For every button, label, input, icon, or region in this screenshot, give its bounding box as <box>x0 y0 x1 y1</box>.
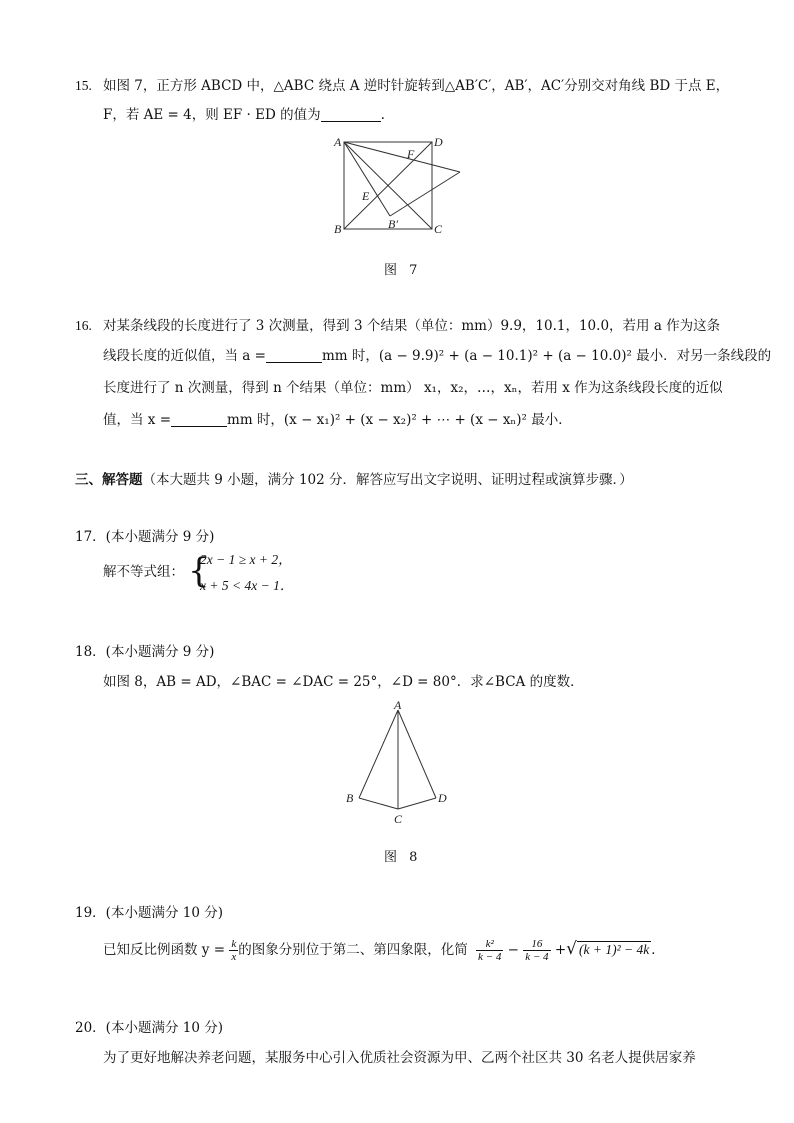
q19-text-a: 已知反比例函数 y = <box>103 942 226 958</box>
label-b-prime: B′ <box>388 217 398 231</box>
section-3-title: 三、解答题 <box>75 472 143 488</box>
fig8-label-c: C <box>394 812 403 826</box>
q15-number: 15. <box>75 78 92 93</box>
q17-label: 解不等式组： <box>103 564 184 580</box>
fig8-label-d: D <box>438 791 447 805</box>
q16-blank-a <box>266 348 322 363</box>
q19-minus: − <box>507 942 519 958</box>
q19-f2-denominator: k − 4 <box>525 951 549 963</box>
q19-frac-numerator: k <box>231 938 237 950</box>
label-a: A <box>334 135 342 149</box>
segment-b-prime-c-prime <box>390 172 460 216</box>
q17-header: 17．(本小题满分 9 分) <box>75 529 215 545</box>
q19-text <box>103 934 665 965</box>
q17-inequality-1: 2x − 1 ≥ x + 2， <box>200 552 292 567</box>
section-3-description: （本大题共 9 小题，满分 102 分．解答应写出文字说明、证明过程或演算步骤．） <box>142 472 633 488</box>
label-c: C <box>434 222 443 236</box>
q16-blank-x <box>171 412 227 427</box>
q16-line-4-text: 值，当 x = <box>103 412 172 428</box>
q19-f2-numerator: 16 <box>523 938 550 951</box>
q16-line-1: 对某条线段的长度进行了 3 次测量，得到 3 个结果（单位：mm）9.9，10.1，10.0，若用 a 作为这条 <box>103 318 721 334</box>
q15-line-2-end: . <box>380 107 385 123</box>
section-3-heading <box>75 470 633 490</box>
label-d: D <box>434 135 443 149</box>
q15-line-1: 如图 7，正方形 ABCD 中，△ABC 绕点 A 逆时针旋转到△AB′C′，AB′，AC′分别交对角线 BD 于点 E， <box>103 78 730 94</box>
label-f: F <box>407 147 415 161</box>
segment-ab <box>359 710 398 798</box>
q15-line-2-text: F，若 AE = 4，则 EF · ED 的值为 <box>103 107 321 123</box>
fig8-label-a: A <box>394 698 402 712</box>
q16-line-4 <box>103 410 572 430</box>
segment-bc <box>359 798 398 809</box>
label-b: B <box>334 222 342 236</box>
q19-sqrt-body: (k + 1)² − 4k <box>579 942 650 957</box>
figure-8-caption: 图 8 <box>384 850 422 865</box>
segment-ab-prime <box>344 142 390 216</box>
q19-f1-denominator: k − 4 <box>478 951 502 963</box>
segment-cd <box>398 798 436 809</box>
q20-text: 为了更好地解决养老问题，某服务中心引入优质社会资源为甲、乙两个社区共 30 名老人提供居家养 <box>103 1050 696 1066</box>
q19-fraction-1 <box>476 938 503 963</box>
q17-inequality-2: x + 5 < 4x − 1． <box>200 578 294 593</box>
segment-ad <box>398 710 436 798</box>
q19-header: 19．(本小题满分 10 分) <box>75 905 223 921</box>
q16-line-2-rest: mm 时，(a − 9.9)² + (a − 10.1)² + (a − 10.0)² 最小．对另一条线段的 <box>321 348 772 364</box>
figure-7 <box>328 132 468 238</box>
q19-text-b: 的图象分别位于第二、第四象限，化简 <box>238 942 468 958</box>
q19-fraction-2 <box>523 938 550 963</box>
sqrt-icon: √ <box>566 939 577 959</box>
q16-line-2 <box>103 346 771 366</box>
figure-7-caption: 图 7 <box>384 263 422 278</box>
q19-fraction-k-x <box>229 938 238 963</box>
q15-answer-blank <box>321 107 381 122</box>
q19-f1-numerator: k² <box>476 938 503 951</box>
q16-line-3: 长度进行了 n 次测量，得到 n 个结果（单位：mm） x₁，x₂，…，xₙ，若用 x 作为这条线段长度的近似 <box>103 380 723 396</box>
q19-frac-denominator: x <box>231 951 237 963</box>
q16-number: 16. <box>75 318 92 333</box>
q18-text: 如图 8，AB = AD，∠BAC = ∠DAC = 25°，∠D = 80°．求∠BCA 的度数． <box>103 674 584 690</box>
q16-line-4-rest: mm 时，(x − x₁)² + (x − x₂)² + ⋯ + (x − xₙ)² 最小． <box>227 412 572 428</box>
fig8-label-b: B <box>346 791 354 805</box>
figure-8 <box>340 698 460 828</box>
q19-end: ． <box>651 942 665 958</box>
label-e: E <box>362 189 370 203</box>
q18-header: 18．(本小题满分 9 分) <box>75 644 215 660</box>
q16-line-2-text: 线段长度的近似值，当 a = <box>103 348 266 364</box>
q20-header: 20．(本小题满分 10 分) <box>75 1020 223 1036</box>
q15-line-2 <box>103 105 385 125</box>
q17-brace: { <box>188 551 210 591</box>
q19-plus: + <box>554 942 567 958</box>
